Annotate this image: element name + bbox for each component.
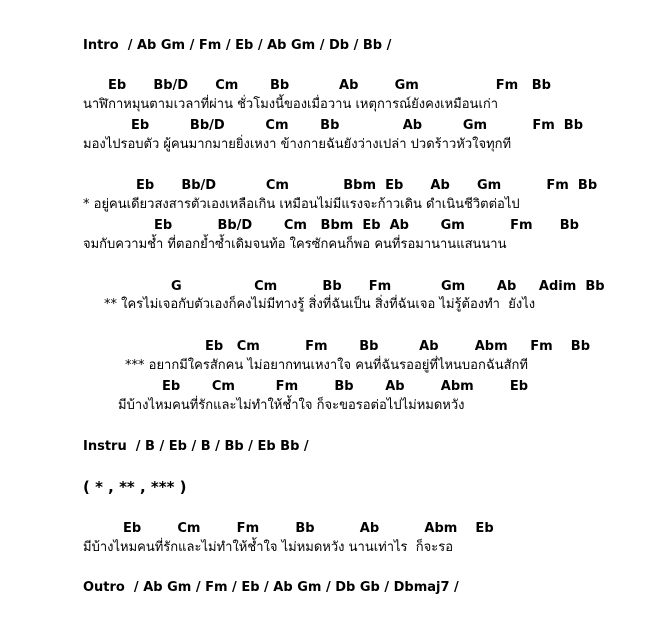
verse1-lyric-1: นาฬิกาหมุนตามเวลาที่ผ่าน ชั่วโมงนี้ของเมื่อวาน เหตุการณ์ยังคงเหมือนเก่า [83,97,499,112]
outro-line: Outro / Ab Gm / Fm / Eb / Ab Gm / Db Gb / Dbmaj7 / [83,580,459,595]
verse1-lyric-2: มองไปรอบตัว ผู้คนมากมายยิ่งเหงา ข้างกายฉันยังว่างเปล่า ปวดร้าวหัวใจทุกที [83,137,512,152]
pre-chorus-lyric-2: จมกับความช้ำ ที่ตอกย้ำซ้ำเดิมจนท้อ ใครซักคนก็พอ คนที่รอมานานแสนนาน [83,237,507,252]
verse1-chords-2: Eb Bb/D Cm Bb Ab Gm Fm Bb [131,118,584,133]
pre-chorus-chords-1: Eb Bb/D Cm Bbm Eb Ab Gm Fm Bb [136,178,598,193]
ending-lyric: มีบ้างไหมคนที่รักและไม่ทำให้ช้ำใจ ไม่หมดหวัง นานเท่าไร ก็จะรอ [83,540,454,555]
pre-chorus-chords-2: Eb Bb/D Cm Bbm Eb Ab Gm Fm Bb [154,218,579,233]
ending-chords: Eb Cm Fm Bb Ab Abm Eb [123,521,494,536]
chorus1-chords: G Cm Bb Fm Gm Ab Adim Bb [171,279,605,294]
instrumental-line: Instru / B / Eb / B / Bb / Eb Bb / [83,439,309,454]
verse1-chords-1: Eb Bb/D Cm Bb Ab Gm Fm Bb [108,78,551,93]
chorus2-lyric-2: มีบ้างไหมคนที่รักและไม่ทำให้ช้ำใจ ก็จะขอรอต่อไปไม่หมดหวัง [118,398,465,413]
chorus2-lyric-1: *** อยากมีใครสักคน ไม่อยากทนเหงาใจ คนที่ฉันรออยู่ที่ไหนบอกฉันสักที [125,358,528,373]
chorus2-chords-1: Eb Cm Fm Bb Ab Abm Fm Bb [205,339,591,354]
repeat-marker: ( * , ** , *** ) [83,478,187,496]
intro-line: Intro / Ab Gm / Fm / Eb / Ab Gm / Db / Bb / [83,38,392,53]
pre-chorus-lyric-1: * อยู่คนเดียวสงสารตัวเองเหลือเกิน เหมือนไม่มีแรงจะก้าวเดิน ดำเนินชีวิตต่อไป [83,197,520,212]
chorus2-chords-2: Eb Cm Fm Bb Ab Abm Eb [162,379,529,394]
chorus1-lyric: ** ใครไม่เจอกับตัวเองก็คงไม่มีทางรู้ สิ่งที่ฉันเป็น สิ่งที่ฉันเจอ ไม่รู้ต้องทำ ยังไง [104,297,536,312]
